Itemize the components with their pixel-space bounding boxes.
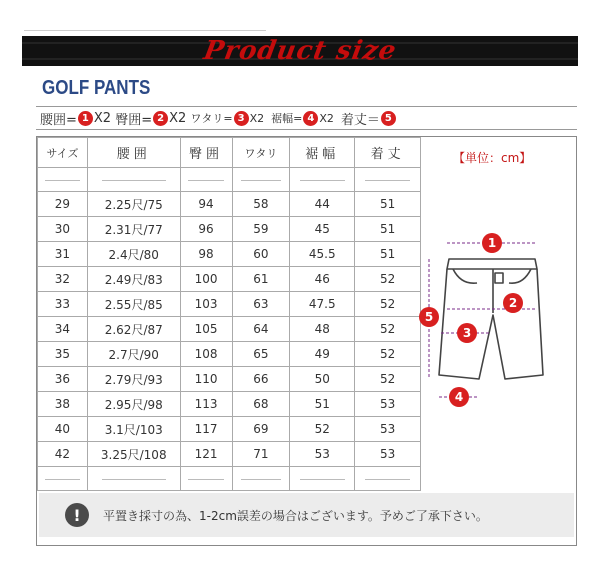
table-row [38,392,421,417]
table-cell: 52 [355,267,421,292]
pants-pocket-left [453,269,477,283]
marker-1-label: 1 [487,236,497,250]
table-cell: 46 [290,267,355,292]
formula-part: 腰囲= 1 X2 [40,110,112,128]
table-cell: 3.1尺/103 [87,417,180,442]
header-hem: 裾幅 [290,138,355,168]
table-row [38,342,421,367]
table-cell: 2.95尺/98 [87,392,180,417]
table-row [38,442,421,467]
number-marker: 4 [303,111,318,126]
table-cell: 31 [38,242,88,267]
banner [22,36,578,66]
table-cell: 121 [180,442,232,467]
unit-label: 【単位：cm】 [453,151,532,165]
table-cell: 65 [232,342,290,367]
product-subtitle: GOLF PANTS [42,77,151,99]
table-header-row [38,138,421,168]
table-row [38,292,421,317]
table-cell: 52 [355,367,421,392]
table-cell: 69 [232,417,290,442]
table-cell: 63 [232,292,290,317]
number-marker: 1 [78,111,93,126]
table-cell: 48 [290,317,355,342]
pants-pocket-right [509,269,531,283]
number-marker: 5 [381,111,396,126]
formula-part: 臀囲= 2 X2 [115,110,187,128]
table-spacer-row [38,168,421,192]
number-marker: 2 [153,111,168,126]
table-cell: 40 [38,417,88,442]
table-cell: 30 [38,217,88,242]
marker-3-label: 3 [462,326,472,340]
table-cell: 110 [180,367,232,392]
table-cell: 2.62尺/87 [87,317,180,342]
table-cell: 52 [355,342,421,367]
table-cell: 108 [180,342,232,367]
notice-text: 平置き採寸の為、1-2cm誤差の場合はございます。予めご了承下さい。 [103,508,488,523]
table-cell: 100 [180,267,232,292]
marker-5-label: 5 [424,310,434,324]
table-cell: 52 [290,417,355,442]
table-cell: 51 [355,217,421,242]
table-cell: 53 [355,392,421,417]
exclamation-icon: ! [65,503,89,527]
number-marker: 3 [234,111,249,126]
table-cell: 38 [38,392,88,417]
table-row [38,367,421,392]
table-cell: 58 [232,192,290,217]
pants-waistband [447,259,537,269]
table-spacer-row [38,467,421,491]
table-cell: 103 [180,292,232,317]
table-cell: 50 [290,367,355,392]
table-cell: 98 [180,242,232,267]
table-cell: 3.25尺/108 [87,442,180,467]
table-cell: 51 [290,392,355,417]
header-size: サイズ [38,138,88,168]
size-sheet [36,136,577,546]
table-cell: 44 [290,192,355,217]
table-cell: 2.31尺/77 [87,217,180,242]
table-row [38,192,421,217]
pants-diagram [409,225,579,415]
table-cell: 32 [38,267,88,292]
header-hip: 臀囲 [180,138,232,168]
top-divider [24,30,266,31]
header-waist: 腰囲 [87,138,180,168]
table-cell: 51 [355,242,421,267]
table-cell: 52 [355,317,421,342]
formula-part: ワタリ= 3 X2 [190,111,265,125]
table-cell: 2.25尺/75 [87,192,180,217]
table-cell: 33 [38,292,88,317]
table-cell: 29 [38,192,88,217]
measurement-formula [36,106,577,130]
table-cell: 35 [38,342,88,367]
table-cell: 45.5 [290,242,355,267]
table-cell: 45 [290,217,355,242]
table-row [38,267,421,292]
table-cell: 53 [355,417,421,442]
table-cell: 64 [232,317,290,342]
formula-part: 裾幅= 4 X2 [271,111,334,125]
pants-coin-pocket [495,273,503,283]
marker-2-label: 2 [508,296,518,310]
table-cell: 94 [180,192,232,217]
table-row [38,317,421,342]
table-cell: 117 [180,417,232,442]
table-row [38,217,421,242]
table-cell: 2.7尺/90 [87,342,180,367]
header-length: 着丈 [355,138,421,168]
table-cell: 66 [232,367,290,392]
table-row [38,417,421,442]
table-row [38,242,421,267]
table-cell: 113 [180,392,232,417]
header-thigh: ワタリ [232,138,290,168]
table-cell: 2.49尺/83 [87,267,180,292]
table-cell: 51 [355,192,421,217]
table-cell: 47.5 [290,292,355,317]
table-cell: 49 [290,342,355,367]
size-table [37,137,421,491]
table-cell: 68 [232,392,290,417]
table-cell: 42 [38,442,88,467]
table-cell: 34 [38,317,88,342]
table-cell: 53 [355,442,421,467]
marker-4-label: 4 [454,390,464,404]
table-cell: 2.79尺/93 [87,367,180,392]
pants-outline [439,269,543,379]
table-cell: 96 [180,217,232,242]
table-cell: 59 [232,217,290,242]
table-cell: 61 [232,267,290,292]
table-cell: 36 [38,367,88,392]
table-cell: 71 [232,442,290,467]
table-cell: 53 [290,442,355,467]
notice-box [39,493,574,537]
table-cell: 105 [180,317,232,342]
table-cell: 52 [355,292,421,317]
formula-part: 着丈＝ 5 [341,109,397,128]
banner-title: Product size [201,36,399,66]
table-cell: 2.4尺/80 [87,242,180,267]
table-cell: 60 [232,242,290,267]
table-cell: 2.55尺/85 [87,292,180,317]
